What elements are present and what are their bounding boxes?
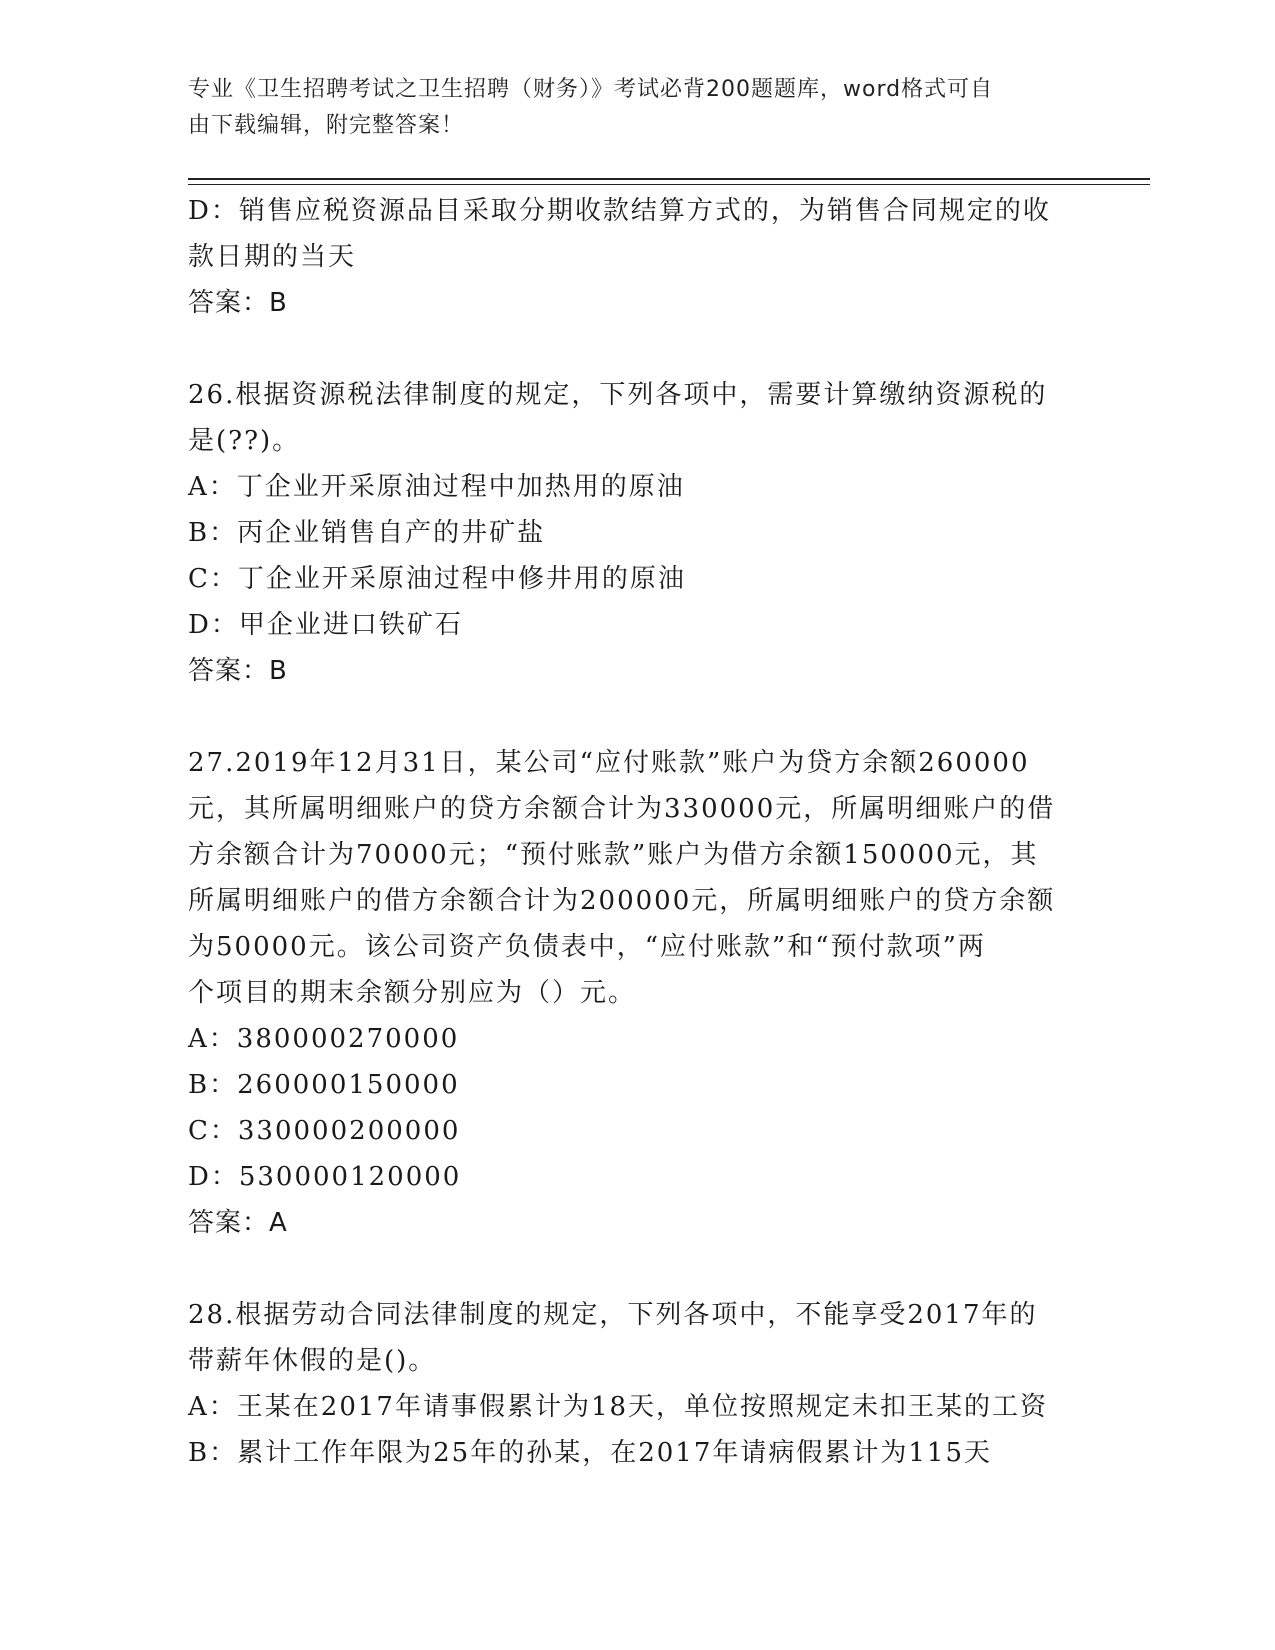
header-divider-thick — [188, 178, 1150, 180]
question-25 — [188, 188, 1068, 326]
question-stem: 27.2019年12月31日，某公司“应付账款”账户为贷方余额260000 — [188, 748, 1030, 778]
option-b: B：丙企业销售自产的井矿盐 — [188, 518, 546, 548]
question-stem: 个项目的期末余额分别应为（）元。 — [188, 978, 637, 1008]
question-stem: 为50000元。该公司资产负债表中，“应付账款”和“预付款项”两 — [188, 932, 986, 962]
question-28 — [188, 1292, 1068, 1476]
answer-label: 答案：A — [188, 1208, 288, 1238]
header-line: 由下载编辑，附完整答案！ — [188, 113, 465, 138]
option-a: A：380000270000 — [188, 1024, 460, 1054]
document-header — [188, 72, 1068, 144]
option-c: C：330000200000 — [188, 1116, 461, 1146]
question-27 — [188, 740, 1068, 1246]
question-stem: 28.根据劳动合同法律制度的规定，下列各项中，不能享受2017年的 — [188, 1300, 1038, 1330]
answer-label: 答案：B — [188, 656, 288, 686]
option-b: B：260000150000 — [188, 1070, 460, 1100]
option-c: C：丁企业开采原油过程中修井用的原油 — [188, 564, 686, 594]
option-d: D：530000120000 — [188, 1162, 462, 1192]
option-d-continued: 款日期的当天 — [188, 242, 357, 272]
spacer — [188, 694, 1068, 740]
option-a: A：丁企业开采原油过程中加热用的原油 — [188, 472, 685, 502]
question-stem: 是(??)。 — [188, 426, 301, 456]
question-content — [188, 188, 1068, 1476]
header-divider-thin — [188, 184, 1150, 185]
question-stem: 26.根据资源税法律制度的规定，下列各项中，需要计算缴纳资源税的 — [188, 380, 1048, 410]
spacer — [188, 1246, 1068, 1292]
question-stem: 方余额合计为70000元；“预付账款”账户为借方余额150000元，其 — [188, 840, 1039, 870]
spacer — [188, 326, 1068, 372]
answer-label: 答案：B — [188, 288, 288, 318]
question-26 — [188, 372, 1068, 694]
option-d: D：销售应税资源品目采取分期收款结算方式的，为销售合同规定的收 — [188, 196, 1051, 226]
question-stem: 元，其所属明细账户的贷方余额合计为330000元，所属明细账户的借 — [188, 794, 1056, 824]
option-d: D：甲企业进口铁矿石 — [188, 610, 463, 640]
header-line: 专业《卫生招聘考试之卫生招聘（财务）》考试必背200题题库，word格式可自 — [188, 77, 994, 102]
option-b: B：累计工作年限为25年的孙某，在2017年请病假累计为115天 — [188, 1438, 992, 1468]
question-stem: 带薪年休假的是()。 — [188, 1346, 437, 1376]
option-a: A：王某在2017年请事假累计为18天，单位按照规定未扣王某的工资 — [188, 1392, 1049, 1422]
question-stem: 所属明细账户的借方余额合计为200000元，所属明细账户的贷方余额 — [188, 886, 1056, 916]
